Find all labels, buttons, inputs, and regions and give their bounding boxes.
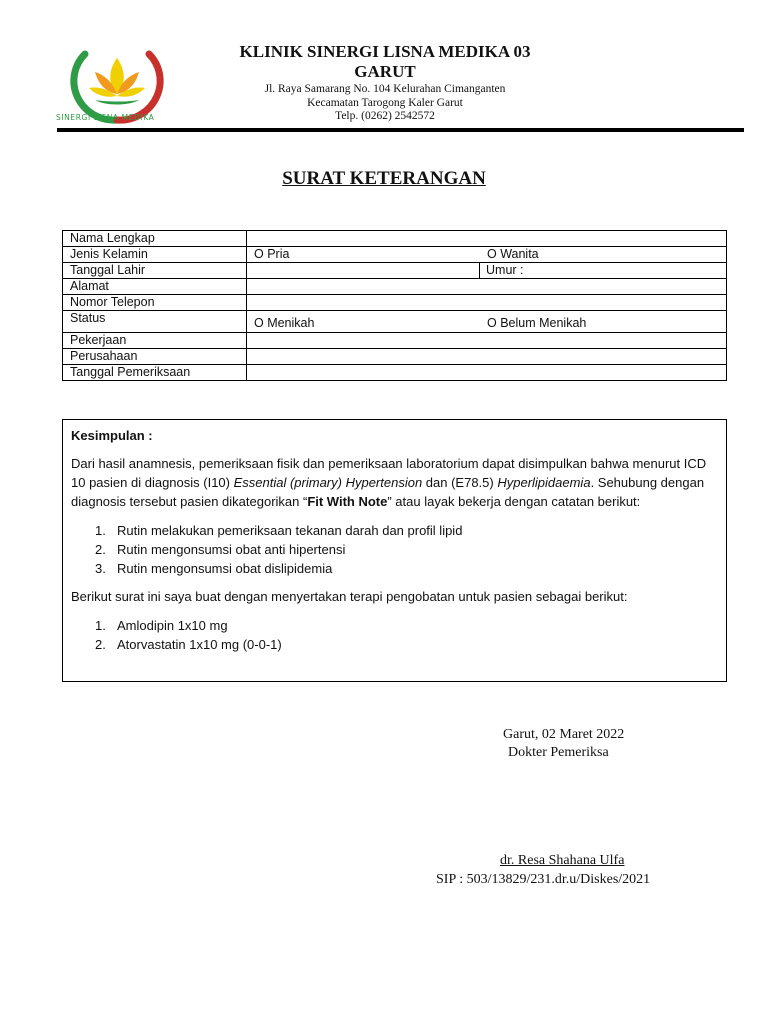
label-tanggal-lahir: Tanggal Lahir [63, 263, 247, 279]
list-text: Amlodipin 1x10 mg [117, 618, 228, 633]
list-text: Atorvastatin 1x10 mg (0-0-1) [117, 637, 282, 652]
table-row [63, 263, 727, 279]
list-text: Rutin melakukan pemeriksaan tekanan darah dan profil lipid [117, 523, 463, 538]
therapy-list [71, 616, 711, 654]
conclusion-paragraph [71, 454, 711, 511]
field-jenis-kelamin [247, 247, 727, 263]
list-item [71, 559, 711, 578]
conclusion-heading: Kesimpulan : [71, 428, 153, 443]
label-pekerjaan: Pekerjaan [63, 333, 247, 349]
logo-wordmark: SINERGI LISNA MEDIKA [56, 113, 155, 122]
table-row [63, 231, 727, 247]
table-row [63, 333, 727, 349]
list-number: 2. [95, 637, 106, 652]
table-row [63, 349, 727, 365]
list-number: 2. [95, 542, 106, 557]
label-nama-lengkap: Nama Lengkap [63, 231, 247, 247]
doctor-sip: SIP : 503/13829/231.dr.u/Diskes/2021 [436, 872, 651, 887]
field-tanggal-pemeriksaan[interactable] [247, 365, 727, 381]
conclusion-text: ” atau layak bekerja dengan catatan berikut: [387, 494, 641, 509]
clinic-name: KLINIK SINERGI LISNA MEDIKA 03 [239, 42, 531, 61]
table-row [63, 247, 727, 263]
fit-category: Fit With Note [307, 494, 388, 509]
field-pekerjaan[interactable] [247, 333, 727, 349]
label-alamat: Alamat [63, 279, 247, 295]
letterhead-divider [57, 128, 744, 132]
place-date: Garut, 02 Maret 2022 [503, 727, 625, 742]
list-number: 1. [95, 523, 106, 538]
notes-list [71, 521, 711, 578]
list-item [71, 616, 711, 635]
field-status [247, 311, 727, 333]
conclusion-text: . Sehubung dengan diagnosis tersebut pasien dikategorikan “ [71, 475, 705, 509]
option-belum-menikah[interactable]: O Belum Menikah [487, 316, 587, 330]
field-tanggal-lahir[interactable] [247, 263, 727, 279]
list-item [71, 635, 711, 654]
table-row [63, 279, 727, 295]
list-number: 3. [95, 561, 106, 576]
option-menikah[interactable]: O Menikah [254, 316, 315, 330]
field-perusahaan[interactable] [247, 349, 727, 365]
clinic-city: GARUT [354, 62, 416, 81]
list-text: Rutin mengonsumsi obat dislipidemia [117, 561, 333, 576]
field-nama-lengkap[interactable] [247, 231, 727, 247]
conclusion-box [62, 419, 727, 682]
document-title: SURAT KETERANGAN [282, 168, 486, 189]
label-perusahaan: Perusahaan [63, 349, 247, 365]
signer-role: Dokter Pemeriksa [508, 745, 609, 760]
option-wanita[interactable]: O Wanita [487, 247, 539, 261]
table-row [63, 365, 727, 381]
therapy-intro: Berikut surat ini saya buat dengan menyertakan terapi pengobatan untuk pasien sebagai berikut: [71, 589, 628, 604]
field-nomor-telepon[interactable] [247, 295, 727, 311]
conclusion-text: Dari hasil anamnesis, pemeriksaan fisik dan pemeriksaan laboratorium dapat disimpulkan bahwa menurut ICD 10 pasien di diagnosis (I10) [71, 456, 707, 490]
conclusion-text: dan (E78.5) [422, 475, 498, 490]
diagnosis-hypertension: Essential (primary) Hypertension [233, 475, 423, 490]
diagnosis-hyperlipidaemia: Hyperlipidaemia [497, 475, 591, 490]
label-nomor-telepon: Nomor Telepon [63, 295, 247, 311]
clinic-address: Jl. Raya Samarang No. 104 Kelurahan Cimanganten [264, 83, 506, 95]
clinic-phone: Telp. (0262) 2542572 [335, 110, 435, 122]
option-pria[interactable]: O Pria [254, 247, 290, 261]
doctor-name: dr. Resa Shahana Ulfa [500, 853, 625, 868]
label-tanggal-pemeriksaan: Tanggal Pemeriksaan [63, 365, 247, 381]
label-umur: Umur : [486, 263, 524, 277]
list-text: Rutin mengonsumsi obat anti hipertensi [117, 542, 346, 557]
clinic-district: Kecamatan Tarogong Kaler Garut [307, 97, 463, 109]
list-item [71, 540, 711, 559]
table-row [63, 311, 727, 333]
list-item [71, 521, 711, 540]
patient-identity-table [62, 230, 727, 381]
list-number: 1. [95, 618, 106, 633]
tanggal-lahir-value[interactable] [247, 263, 480, 278]
label-status: Status [63, 311, 247, 333]
table-row [63, 295, 727, 311]
label-jenis-kelamin: Jenis Kelamin [63, 247, 247, 263]
field-alamat[interactable] [247, 279, 727, 295]
